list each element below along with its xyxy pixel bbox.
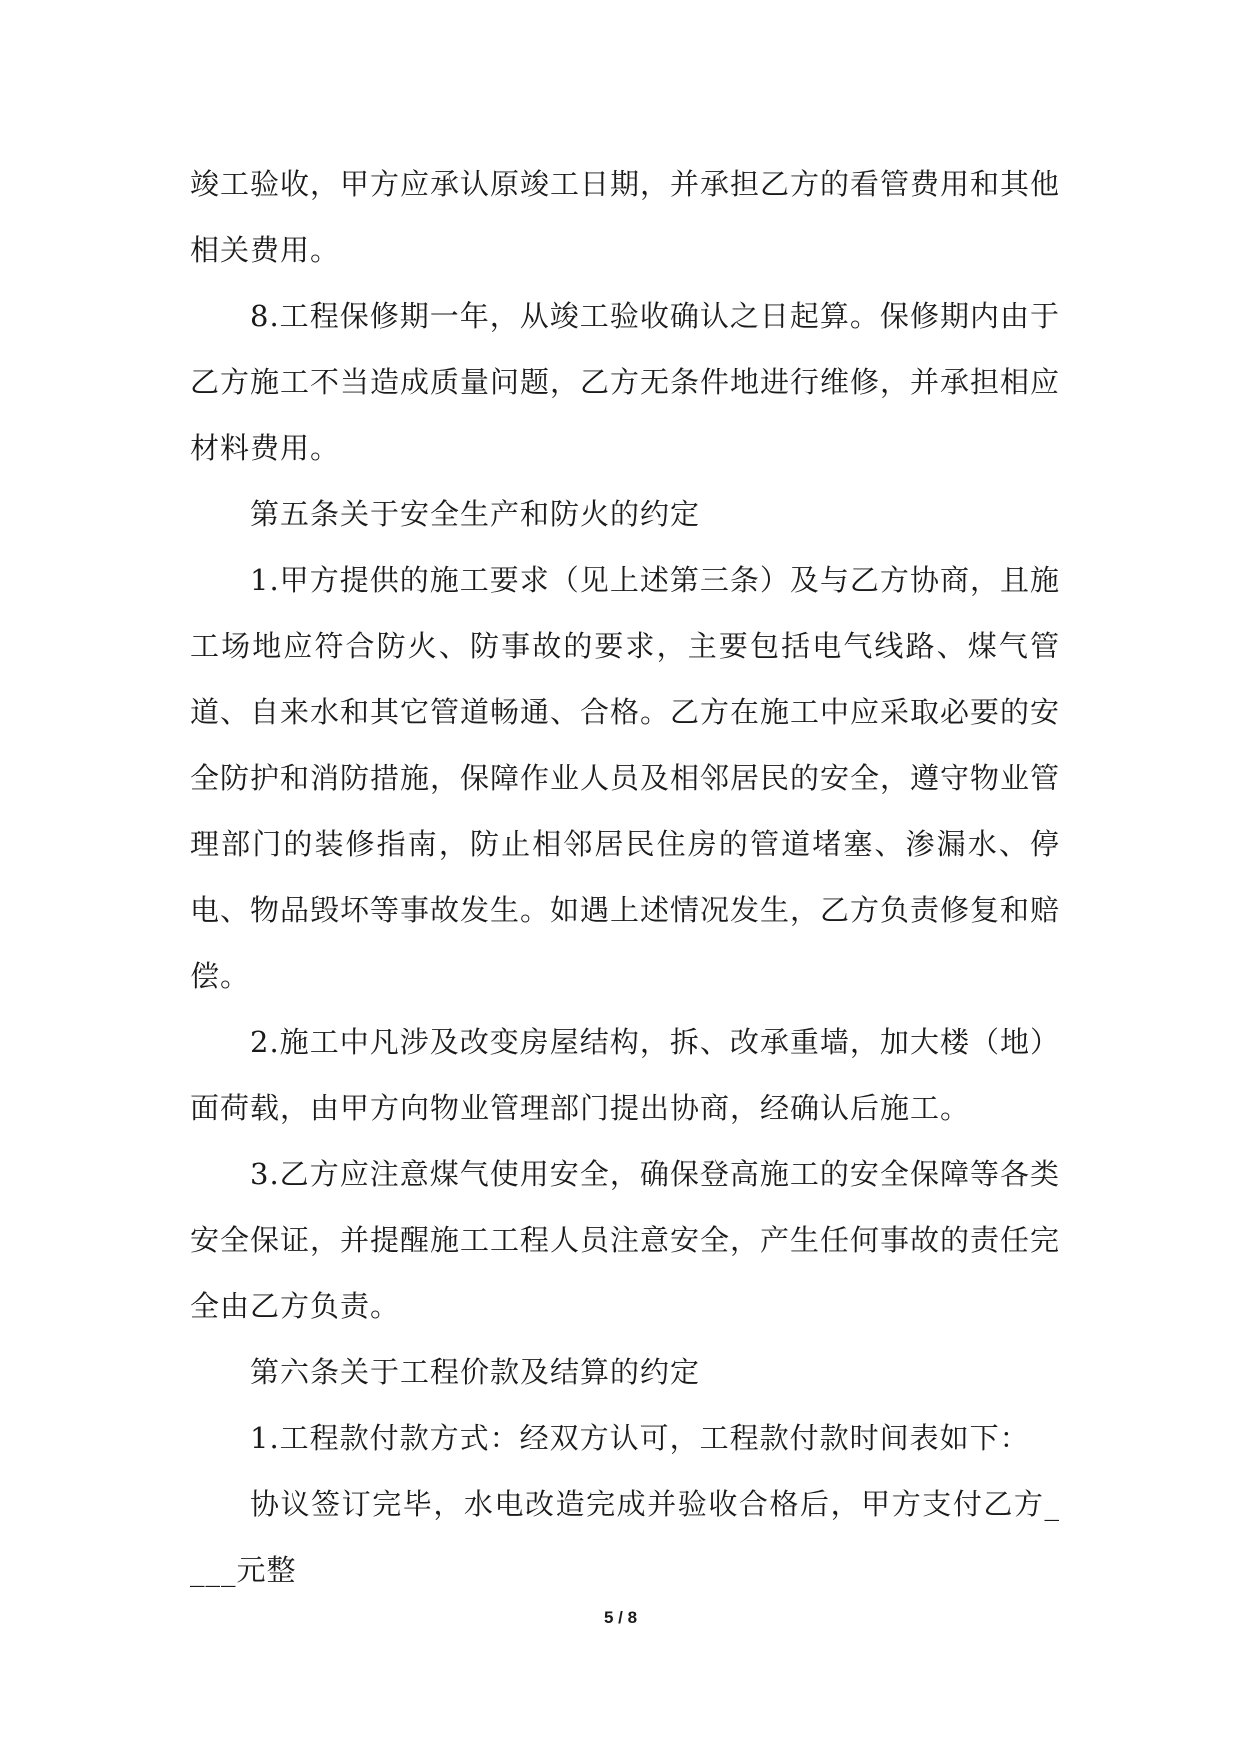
page-number: 5 / 8: [603, 1608, 638, 1627]
section-heading-6: 第六条关于工程价款及结算的约定: [250, 1355, 701, 1389]
paragraph-6: 1.工程款付款方式：经双方认可，工程款付款时间表如下：: [250, 1421, 1030, 1455]
paragraph-1: 竣工验收，甲方应承认原竣工日期，并承担乙方的看管费用和其他相关费用。: [190, 167, 1061, 267]
paragraph-3: 1.甲方提供的施工要求（见上述第三条）及与乙方协商，且施工场地应符合防火、防事故的要求，主要包括电气线路、煤气管道、自来水和其它管道畅通、合格。乙方在施工中应采取必要的安全防护和消防措施，保障作业人员及相邻居民的安全，遵守物业管理部门的装修指南，防止相邻居民住房的管道堵塞、渗漏水、停电、物品毁坏等事故发生。如遇上述情况发生，乙方负责修复和赔偿。: [190, 563, 1061, 993]
section-heading-5: 第五条关于安全生产和防火的约定: [250, 497, 701, 531]
paragraph-4: 2.施工中凡涉及改变房屋结构，拆、改承重墙，加大楼（地）面荷载，由甲方向物业管理部门提出协商，经确认后施工。: [190, 1025, 1060, 1125]
paragraph-7: 协议签订完毕，水电改造完成并验收合格后，甲方支付乙方____元整: [190, 1487, 1060, 1587]
document-body: [190, 151, 1060, 1603]
paragraph-5: 3.乙方应注意煤气使用安全，确保登高施工的安全保障等各类安全保证，并提醒施工工程人员注意安全，产生任何事故的责任完全由乙方负责。: [190, 1157, 1061, 1323]
paragraph-2: 8.工程保修期一年，从竣工验收确认之日起算。保修期内由于乙方施工不当造成质量问题，乙方无条件地进行维修，并承担相应材料费用。: [190, 299, 1061, 465]
